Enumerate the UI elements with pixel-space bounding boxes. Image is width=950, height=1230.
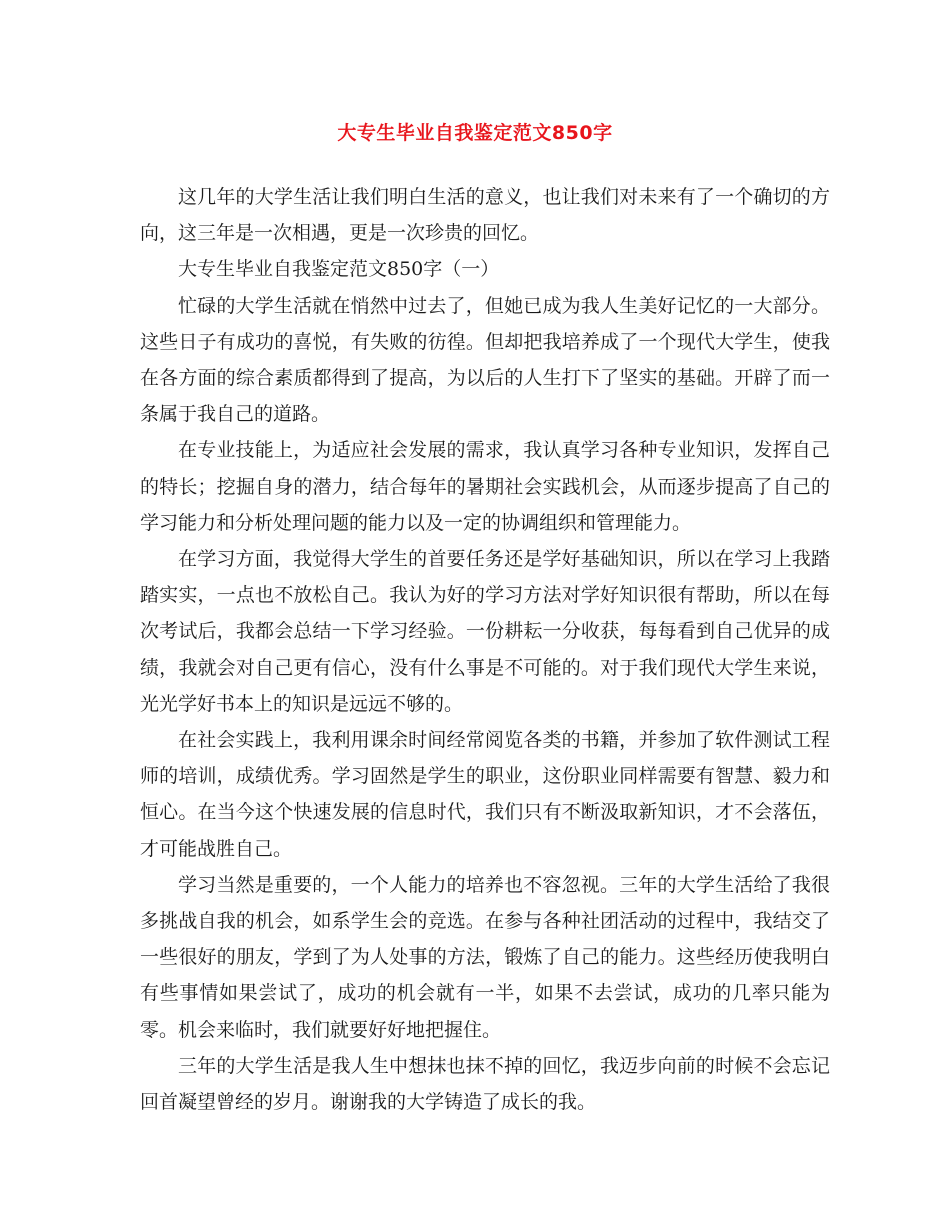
paragraph: 在专业技能上，为适应社会发展的需求，我认真学习各种专业知识，发挥自己的特长；挖掘自身的潜力，结合每年的暑期社会实践机会，从而逐步提高了自己的学习能力和分析处理问题的能力以及一定的协调组织和管理能力。: [140, 439, 830, 534]
paragraph: 忙碌的大学生活就在悄然中过去了，但她已成为我人生美好记忆的一大部分。这些日子有成功的喜悦，有失败的彷徨。但却把我培养成了一个现代大学生，使我在各方面的综合素质都得到了提高，为以后的人生打下了坚实的基础。开辟了而一条属于我自己的道路。: [140, 294, 830, 426]
paragraph-intro: 这几年的大学生活让我们明白生活的意义，也让我们对未来有了一个确切的方向，这三年是一次相遇，更是一次珍贵的回忆。: [140, 186, 830, 245]
section-heading: 大专生毕业自我鉴定范文850字（一）: [178, 258, 500, 281]
page-title: 大专生毕业自我鉴定范文850字: [337, 122, 613, 144]
paragraph: 学习当然是重要的，一个人能力的培养也不容忽视。三年的大学生活给了我很多挑战自我的机会，如系学生会的竞选。在参与各种社团活动的过程中，我结交了一些很好的朋友，学到了为人处事的方法，锻炼了自己的能力。这些经历使我明白有些事情如果尝试了，成功的机会就有一半，如果不去尝试，成功的几率只能为零。机会来临时，我们就要好好地把握住。: [140, 873, 830, 1041]
document-body: [140, 179, 830, 1120]
paragraph: 在社会实践上，我利用课余时间经常阅览各类的书籍，并参加了软件测试工程师的培训，成绩优秀。学习固然是学生的职业，这份职业同样需要有智慧、毅力和恒心。在当今这个快速发展的信息时代，我们只有不断汲取新知识，才不会落伍，才可能战胜自己。: [140, 729, 830, 860]
paragraph: 在学习方面，我觉得大学生的首要任务还是学好基础知识，所以在学习上我踏踏实实，一点也不放松自己。我认为好的学习方法对学好知识很有帮助，所以在每次考试后，我都会总结一下学习经验。一份耕耘一分收获，每每看到自己优异的成绩，我就会对自己更有信心，没有什么事是不可能的。对于我们现代大学生来说，光光学好书本上的知识是远远不够的。: [140, 548, 830, 715]
paragraph-closing: 三年的大学生活是我人生中想抹也抹不掉的回忆，我迈步向前的时候不会忘记回首凝望曾经的岁月。谢谢我的大学铸造了成长的我。: [140, 1054, 830, 1114]
